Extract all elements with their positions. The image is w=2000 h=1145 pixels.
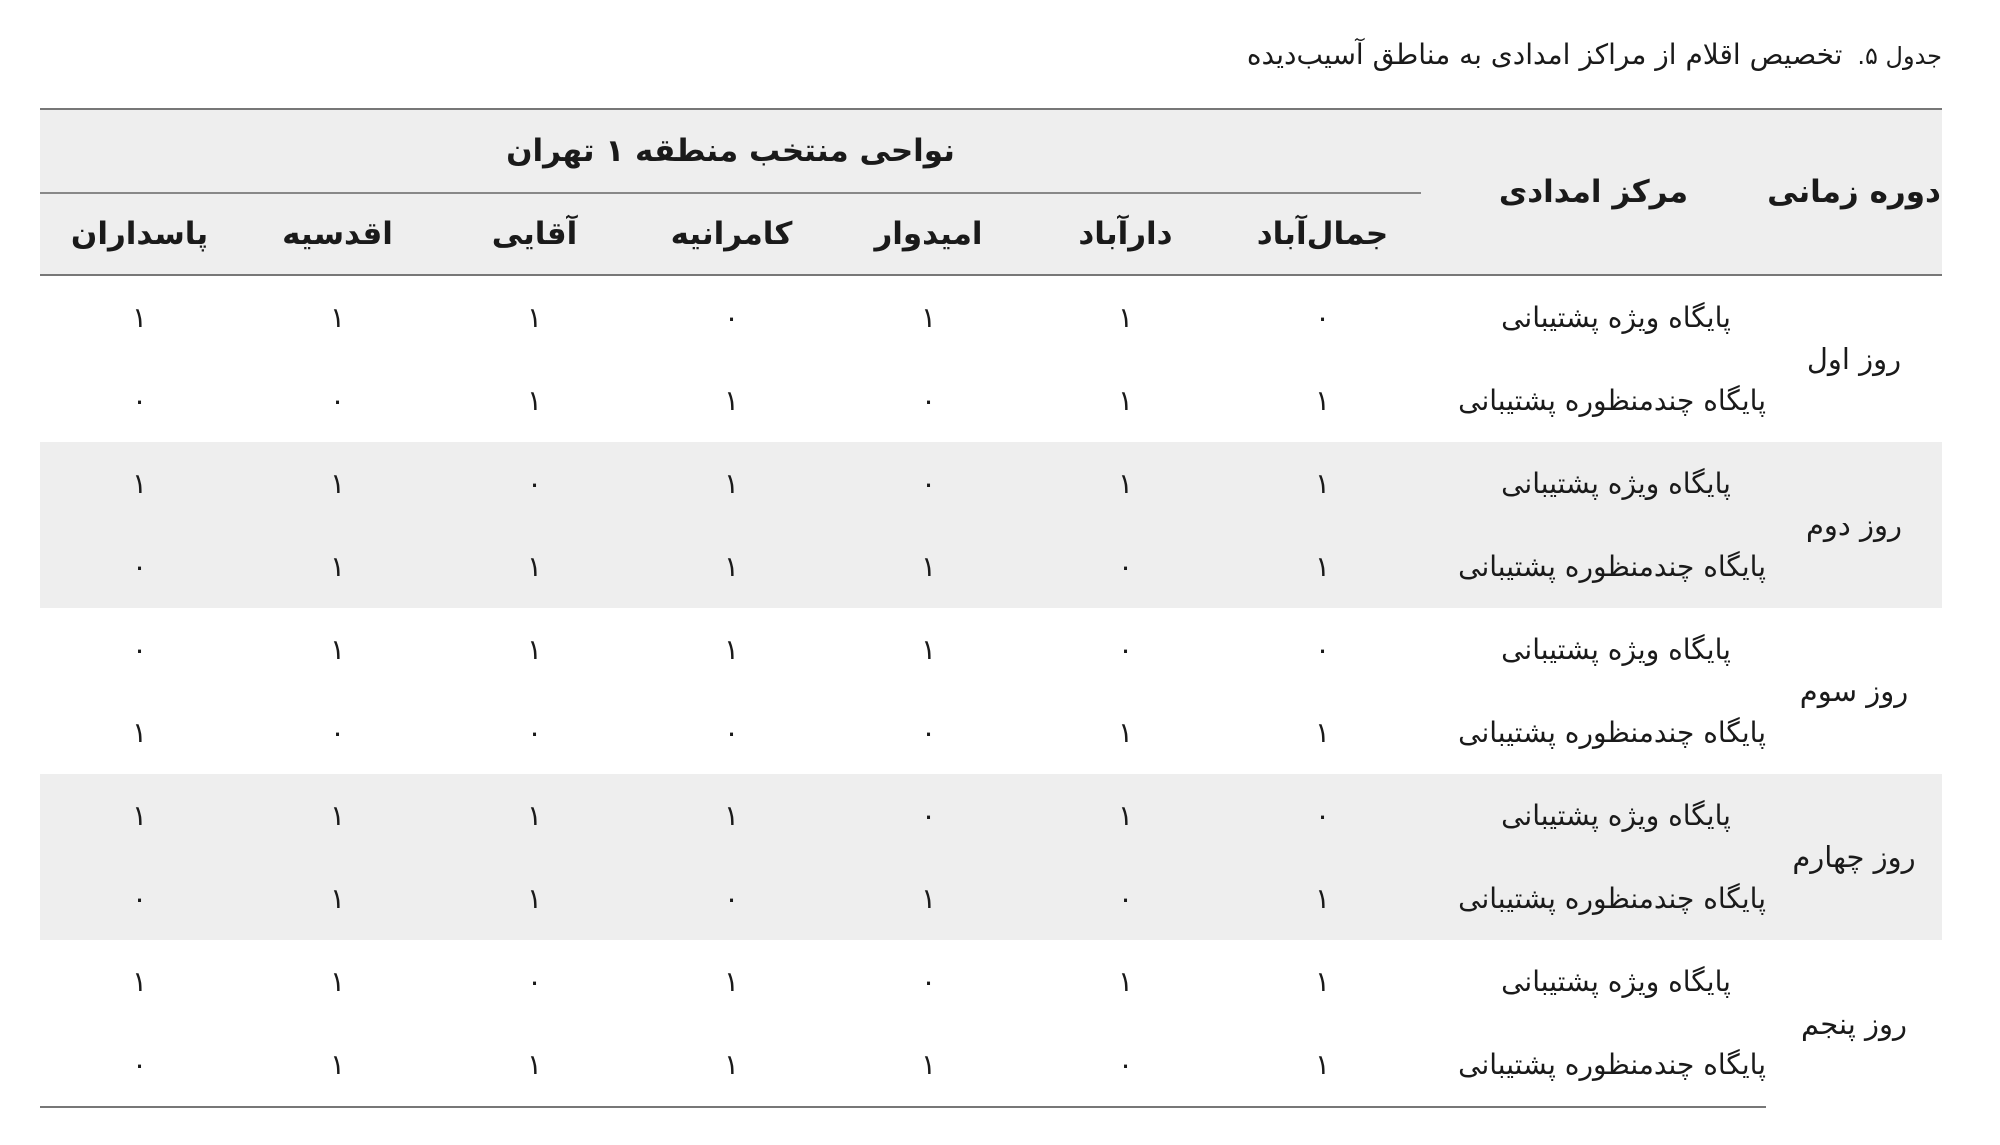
- center-name-text: پایگاه ویژه پشتیبانی: [1501, 301, 1731, 334]
- allocation-value-cell: ۱: [1117, 716, 1134, 749]
- allocation-value-cell: ۱: [526, 384, 543, 417]
- center-cell: [1421, 359, 1766, 442]
- allocation-table: [40, 108, 1942, 1108]
- allocation-value-cell: ۰: [40, 525, 239, 608]
- allocation-value-cell: ۱: [239, 525, 436, 608]
- allocation-value-cell: ۱: [526, 633, 543, 666]
- center-cell: [1421, 691, 1766, 774]
- header-district: جمال‌آباد: [1224, 193, 1421, 275]
- center-cell: [1421, 1023, 1766, 1107]
- center-cell: [1421, 940, 1766, 1023]
- center-name-text: پایگاه چندمنظوره پشتیبانی: [1458, 716, 1766, 749]
- caption-label: جدول ۵.: [1857, 42, 1942, 70]
- center-name-text: پایگاه چندمنظوره پشتیبانی: [1458, 1048, 1766, 1081]
- table-row: [40, 608, 1942, 691]
- allocation-value-cell: ۱: [920, 633, 937, 666]
- allocation-value-cell: ۱: [1117, 965, 1134, 998]
- table-row: [40, 359, 1942, 442]
- allocation-table-container: [40, 108, 1942, 1108]
- allocation-value-cell: ۱: [436, 525, 633, 608]
- table-row: [40, 275, 1942, 359]
- allocation-value-cell: ۱: [40, 774, 239, 857]
- allocation-value-cell: ۰: [1027, 857, 1224, 940]
- header-district: پاسداران: [40, 193, 239, 275]
- header-district: امیدوار: [830, 193, 1027, 275]
- table-row: [40, 525, 1942, 608]
- allocation-value-cell: ۱: [1224, 857, 1421, 940]
- allocation-value-cell: ۱: [723, 633, 740, 666]
- allocation-value-cell: ۰: [329, 716, 346, 749]
- allocation-value-cell: ۱: [830, 857, 1027, 940]
- table-row: [40, 442, 1942, 525]
- allocation-value-cell: ۰: [436, 442, 633, 525]
- allocation-value-cell: ۱: [526, 301, 543, 334]
- period-cell: روز سوم: [1799, 674, 1909, 708]
- center-cell: [1421, 774, 1766, 857]
- table-row: [40, 774, 1942, 857]
- allocation-value-cell: ۱: [633, 1023, 830, 1107]
- allocation-value-cell: ۱: [131, 965, 147, 998]
- allocation-value-cell: ۰: [1314, 301, 1331, 334]
- center-name-text: پایگاه چندمنظوره پشتیبانی: [1458, 550, 1766, 583]
- allocation-value-cell: ۱: [633, 525, 830, 608]
- allocation-value-cell: ۰: [1027, 525, 1224, 608]
- allocation-value-cell: ۱: [329, 965, 346, 998]
- allocation-value-cell: ۱: [239, 774, 436, 857]
- allocation-value-cell: ۱: [239, 857, 436, 940]
- period-cell: روز چهارم: [1766, 774, 1942, 940]
- allocation-value-cell: ۱: [633, 774, 830, 857]
- center-name-text: پایگاه ویژه پشتیبانی: [1501, 467, 1731, 500]
- allocation-value-cell: ۰: [920, 716, 937, 749]
- allocation-value-cell: ۰: [131, 384, 147, 417]
- allocation-value-cell: ۰: [723, 301, 740, 334]
- center-cell: [1421, 275, 1766, 359]
- allocation-value-cell: ۰: [131, 633, 147, 666]
- allocation-value-cell: ۰: [920, 384, 937, 417]
- allocation-value-cell: ۰: [526, 716, 543, 749]
- allocation-value-cell: ۱: [1224, 525, 1421, 608]
- allocation-value-cell: ۰: [1224, 774, 1421, 857]
- allocation-value-cell: ۱: [830, 525, 1027, 608]
- header-district-group: نواحی منتخب منطقه ۱ تهران: [40, 109, 1421, 193]
- allocation-value-cell: ۰: [40, 1023, 239, 1107]
- center-cell: [1421, 525, 1766, 608]
- table-body: [40, 275, 1942, 1107]
- allocation-value-cell: ۱: [239, 1023, 436, 1107]
- allocation-value-cell: ۱: [1314, 716, 1331, 749]
- period-cell: روز پنجم: [1800, 1006, 1908, 1041]
- period-cell: روز اول: [1806, 342, 1902, 376]
- allocation-value-cell: ۰: [633, 857, 830, 940]
- header-center: مرکز امدادی: [1421, 109, 1766, 275]
- allocation-value-cell: ۱: [1314, 384, 1331, 417]
- allocation-value-cell: ۰: [526, 965, 543, 998]
- allocation-value-cell: ۱: [920, 301, 937, 334]
- allocation-value-cell: ۰: [1027, 1023, 1224, 1107]
- table-row: [40, 691, 1942, 774]
- header-district: دارآباد: [1027, 193, 1224, 275]
- caption-title: تخصیص اقلام از مراکز امدادی به مناطق آسیب‌دیده: [1246, 38, 1843, 71]
- allocation-value-cell: ۰: [830, 442, 1027, 525]
- allocation-value-cell: ۱: [1027, 442, 1224, 525]
- allocation-value-cell: ۱: [1224, 1023, 1421, 1107]
- allocation-value-cell: ۰: [723, 716, 740, 749]
- header-period: دوره زمانی: [1766, 109, 1942, 275]
- center-cell: [1421, 857, 1766, 940]
- allocation-value-cell: ۱: [436, 1023, 633, 1107]
- allocation-value-cell: ۱: [131, 301, 147, 334]
- center-cell: [1421, 442, 1766, 525]
- center-cell: [1421, 608, 1766, 691]
- table-caption: [1247, 38, 1942, 71]
- allocation-value-cell: ۱: [1117, 301, 1134, 334]
- allocation-value-cell: ۰: [1314, 633, 1331, 666]
- allocation-value-cell: ۱: [436, 774, 633, 857]
- allocation-value-cell: ۱: [1314, 965, 1331, 998]
- allocation-value-cell: ۱: [329, 301, 346, 334]
- allocation-value-cell: ۱: [329, 633, 346, 666]
- allocation-value-cell: ۰: [1117, 633, 1134, 666]
- allocation-value-cell: ۰: [329, 384, 346, 417]
- allocation-value-cell: ۱: [723, 965, 740, 998]
- allocation-value-cell: ۱: [830, 1023, 1027, 1107]
- table-row: [40, 857, 1942, 940]
- center-name-text: پایگاه چندمنظوره پشتیبانی: [1458, 384, 1766, 417]
- period-cell: روز دوم: [1766, 442, 1942, 608]
- center-name-text: پایگاه ویژه پشتیبانی: [1501, 965, 1731, 998]
- allocation-value-cell: ۰: [40, 857, 239, 940]
- allocation-value-cell: ۰: [830, 774, 1027, 857]
- allocation-value-cell: ۱: [633, 442, 830, 525]
- allocation-value-cell: ۱: [40, 442, 239, 525]
- table-row: [40, 1023, 1942, 1107]
- allocation-value-cell: ۱: [1027, 774, 1224, 857]
- allocation-value-cell: ۱: [1117, 384, 1134, 417]
- center-name-text: پایگاه چندمنظوره پشتیبانی: [1458, 882, 1766, 915]
- header-district: آقایی: [436, 193, 633, 275]
- allocation-value-cell: ۱: [1224, 442, 1421, 525]
- allocation-value-cell: ۰: [920, 965, 937, 998]
- center-name-text: پایگاه ویژه پشتیبانی: [1501, 799, 1731, 832]
- allocation-value-cell: ۱: [239, 442, 436, 525]
- allocation-value-cell: ۱: [723, 384, 740, 417]
- header-district: کامرانیه: [633, 193, 830, 275]
- table-row: [40, 940, 1942, 1023]
- center-name-text: پایگاه ویژه پشتیبانی: [1501, 633, 1731, 666]
- allocation-value-cell: ۱: [131, 716, 147, 749]
- header-district: اقدسیه: [239, 193, 436, 275]
- allocation-value-cell: ۱: [436, 857, 633, 940]
